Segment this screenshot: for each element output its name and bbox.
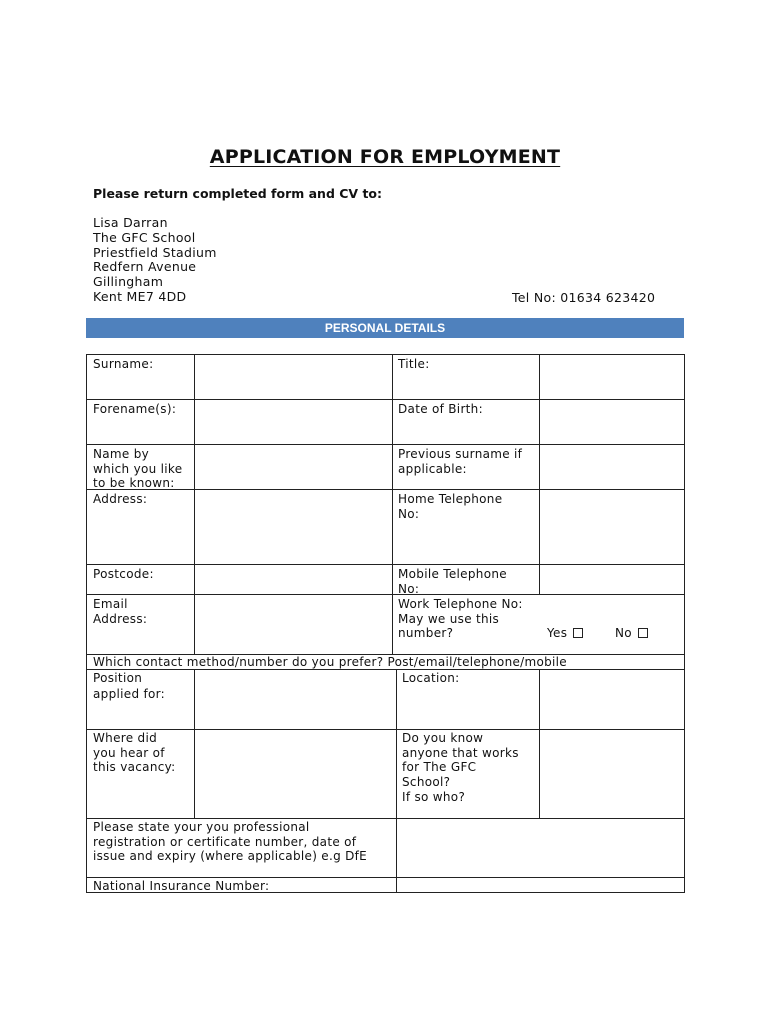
return-address — [93, 216, 217, 305]
known-as-field[interactable] — [195, 445, 392, 489]
column-divider — [392, 355, 393, 654]
previous-surname-field[interactable] — [540, 445, 684, 489]
email-label: Email Address: — [93, 597, 148, 626]
address-line: Gillingham — [93, 274, 164, 290]
known-as-label: Name by which you like to be known: — [93, 447, 183, 491]
vacancy-source-label: Where did you hear of this vacancy: — [93, 731, 176, 775]
address-line: Priestfield Stadium — [93, 244, 217, 260]
professional-reg-label: Please state your you professional registration or certificate number, date of issue and expiry (where applicable) e.g DfE — [93, 820, 368, 864]
postcode-label: Postcode: — [93, 567, 154, 581]
surname-label: Surname: — [93, 357, 154, 371]
home-tel-field[interactable] — [540, 490, 684, 564]
title-label: Title: — [398, 357, 430, 371]
forenames-field[interactable] — [195, 400, 392, 444]
mobile-tel-label: Mobile Telephone No: — [398, 567, 507, 596]
location-field[interactable] — [540, 670, 684, 729]
work-tel-label: Work Telephone No: May we use this number? — [398, 597, 523, 641]
mobile-tel-field[interactable] — [540, 565, 684, 594]
professional-reg-field[interactable] — [397, 819, 684, 877]
dob-field[interactable] — [540, 400, 684, 444]
yes-checkbox[interactable] — [573, 628, 583, 638]
vacancy-source-field[interactable] — [195, 730, 396, 818]
address-line: Kent ME7 4DD — [93, 288, 187, 304]
contact-method-label: Which contact method/number do you prefer? Post/email/telephone/mobile — [93, 655, 567, 669]
surname-field[interactable] — [195, 355, 392, 399]
no-checkbox[interactable] — [638, 628, 648, 638]
page-title: APPLICATION FOR EMPLOYMENT — [209, 146, 561, 168]
dob-label: Date of Birth: — [398, 402, 483, 416]
position-label: Position applied for: — [93, 671, 166, 701]
no-option[interactable]: No — [615, 626, 648, 641]
forenames-label: Forename(s): — [93, 402, 177, 416]
column-divider — [396, 669, 397, 818]
position-field[interactable] — [195, 670, 396, 729]
know-anyone-field[interactable] — [540, 730, 684, 818]
personal-details-form — [86, 354, 685, 893]
address-line: The GFC School — [93, 229, 196, 245]
know-anyone-label: Do you know anyone that works for The GFC School? If so who? — [402, 731, 519, 804]
ni-number-field[interactable] — [397, 878, 684, 892]
location-label: Location: — [402, 671, 460, 685]
return-instruction: Please return completed form and CV to: — [93, 186, 383, 201]
address-label: Address: — [93, 492, 148, 506]
address-line: Lisa Darran — [93, 215, 168, 230]
title-field[interactable] — [540, 355, 684, 399]
yes-option[interactable]: Yes — [547, 626, 583, 641]
address-line: Redfern Avenue — [93, 259, 197, 275]
telephone-number: Tel No: 01634 623420 — [512, 290, 656, 305]
address-field[interactable] — [195, 490, 392, 654]
section-header-personal-details: PERSONAL DETAILS — [86, 318, 684, 338]
ni-number-label: National Insurance Number: — [93, 879, 270, 893]
previous-surname-label: Previous surname if applicable: — [398, 447, 523, 476]
home-tel-label: Home Telephone No: — [398, 492, 503, 521]
